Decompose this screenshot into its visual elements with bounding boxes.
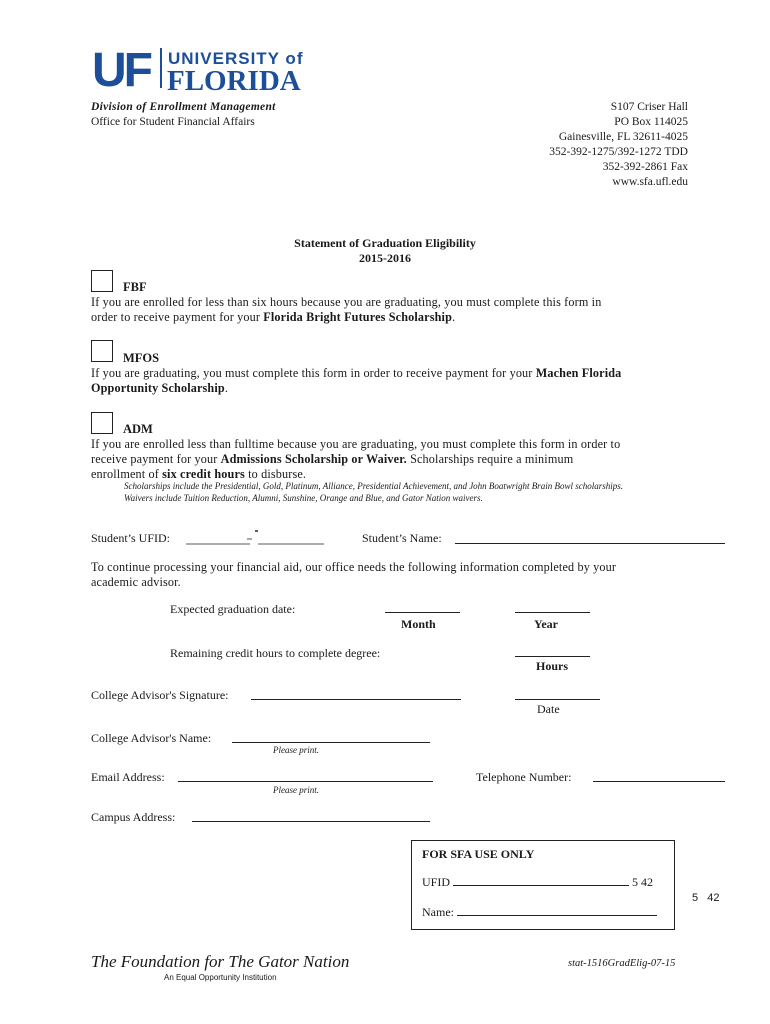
advisor-name-label: College Advisor's Name:	[91, 731, 212, 745]
address-line: Gainesville, FL 32611-4025	[558, 131, 688, 143]
office-name: Office for Student Financial Affairs	[91, 116, 255, 128]
fbf-text-part: .	[452, 310, 456, 324]
fbf-label: FBF	[123, 280, 147, 294]
sfa-name-field[interactable]	[457, 915, 657, 916]
sfa-ufid-field[interactable]	[453, 885, 629, 886]
mfos-scholarship-name: Machen Florida	[535, 366, 622, 380]
mfos-text-part: .	[224, 381, 229, 395]
adm-text-part: enrollment of	[91, 467, 163, 481]
mfos-text-part: If you are graduating, you must complete this form in order to receive payment for your	[91, 366, 536, 380]
telephone-field[interactable]	[593, 781, 725, 782]
adm-scholarship-name: Admissions Scholarship or Waiver.	[220, 452, 407, 466]
form-year: 2015-2016	[359, 251, 411, 265]
mfos-scholarship-name: Opportunity Scholarship	[91, 381, 225, 395]
signature-date-field[interactable]	[515, 699, 600, 700]
fbf-description	[91, 295, 691, 325]
sfa-heading: FOR SFA USE ONLY	[422, 847, 535, 861]
uf-logo-mark: UF	[92, 44, 150, 92]
scholarships-note: Scholarships include the Presidential, Gold, Platinum, Alliance, Presidential Achievement, and John Boatwright Brain Bowl scholarships.	[124, 481, 623, 491]
footer-eoi: An Equal Opportunity Institution	[164, 973, 277, 982]
footer-tagline: The Foundation for The Gator Nation	[91, 952, 350, 971]
adm-text-line	[91, 452, 691, 467]
advisor-signature-field[interactable]	[251, 699, 461, 700]
sfa-ufid-label: UFID	[422, 875, 451, 889]
student-ufid-label: Student’s UFID:	[91, 531, 171, 545]
instructions-line: academic advisor.	[91, 575, 181, 589]
fbf-text-line: If you are enrolled for less than six hours because you are graduating, you must complete this form in	[91, 295, 602, 309]
sfa-name-row	[422, 905, 657, 920]
waivers-note: Waivers include Tuition Reduction, Alumni, Sunshine, Orange and Blue, and Gator Nation waivers.	[124, 493, 483, 503]
mfos-text-line	[91, 366, 691, 381]
campus-address-field[interactable]	[192, 821, 430, 822]
website-line: www.sfa.ufl.edu	[612, 176, 688, 188]
mfos-text-line	[91, 381, 691, 396]
header-address	[549, 100, 688, 190]
adm-note	[124, 480, 704, 504]
year-label: Year	[534, 617, 558, 631]
sfa-ufid-row	[422, 875, 653, 890]
adm-description	[91, 437, 691, 482]
email-label: Email Address:	[91, 770, 165, 784]
remaining-hours-field[interactable]	[515, 656, 590, 657]
sfa-name-label: Name:	[422, 905, 454, 919]
adm-text-part: to disburse.	[244, 467, 307, 481]
header-left	[91, 100, 276, 130]
hours-label: Hours	[536, 659, 569, 673]
remaining-hours-label: Remaining credit hours to complete degree:	[170, 646, 381, 660]
adm-label: ADM	[123, 422, 153, 436]
please-print-note: Please print.	[273, 745, 319, 755]
uf-logo	[92, 44, 322, 92]
fbf-scholarship-name: Florida Bright Futures Scholarship	[263, 310, 453, 324]
mfos-description	[91, 366, 691, 396]
form-code: stat-1516GradElig-07-15	[568, 958, 676, 969]
adm-text-part: receive payment for your	[91, 452, 221, 466]
email-field[interactable]	[178, 781, 433, 782]
grad-year-field[interactable]	[515, 612, 590, 613]
mfos-checkbox[interactable]	[91, 340, 113, 362]
side-value: 5 42	[692, 892, 720, 904]
student-name-field[interactable]	[455, 543, 725, 544]
address-line: PO Box 114025	[614, 116, 688, 128]
division-name: Division of Enrollment Management	[91, 101, 276, 113]
campus-address-label: Campus Address:	[91, 810, 176, 824]
address-line: S107 Criser Hall	[610, 101, 688, 113]
form-title-line: Statement of Graduation Eligibility	[294, 236, 476, 250]
sfa-use-only-box	[411, 840, 675, 930]
advisor-name-field[interactable]	[232, 742, 430, 743]
uf-logo-line1: UNIVERSITY of	[168, 49, 304, 68]
phone-line: 352-392-1275/392-1272 TDD	[549, 146, 688, 158]
uf-logo-line2: FLORIDA	[167, 65, 301, 92]
student-name-label: Student’s Name:	[362, 531, 442, 545]
instructions-line: To continue processing your financial aid, our office needs the following information completed by your	[91, 560, 617, 574]
mfos-label: MFOS	[123, 351, 160, 365]
fbf-checkbox[interactable]	[91, 270, 113, 292]
adm-checkbox[interactable]	[91, 412, 113, 434]
please-print-note: Please print.	[273, 785, 319, 795]
fax-line: 352-392-2861 Fax	[602, 161, 688, 173]
advisor-signature-label: College Advisor's Signature:	[91, 688, 229, 702]
form-title	[0, 236, 770, 266]
adm-text-part: Scholarships require a minimum	[406, 452, 574, 466]
advisor-instructions	[91, 560, 711, 590]
date-label: Date	[537, 702, 560, 716]
grad-month-field[interactable]	[385, 612, 460, 613]
fbf-text-part: order to receive payment for your	[91, 310, 264, 324]
student-ufid-field[interactable]	[186, 528, 328, 548]
sfa-ufid-value: 5 42	[632, 875, 654, 889]
adm-text-line: If you are enrolled less than fulltime because you are graduating, you must complete this form in order to	[91, 437, 621, 451]
telephone-label: Telephone Number:	[476, 770, 572, 784]
adm-credit-hours: six credit hours	[162, 467, 245, 481]
grad-date-label: Expected graduation date:	[170, 602, 296, 616]
month-label: Month	[401, 617, 436, 631]
fbf-text-line	[91, 310, 691, 325]
